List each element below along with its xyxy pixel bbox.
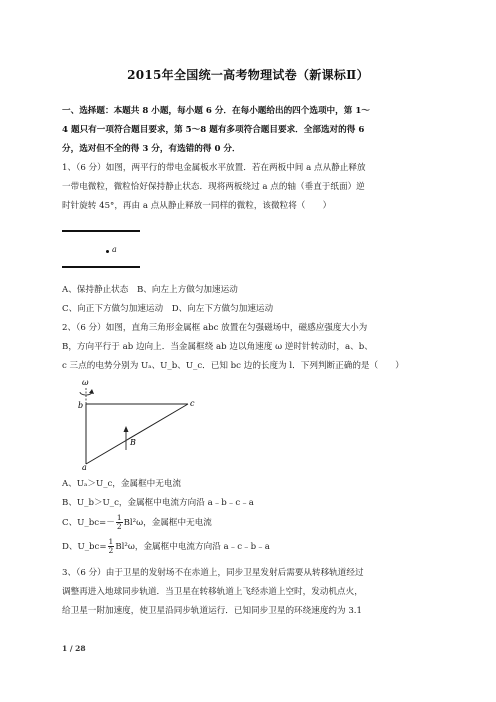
exam-title: 2015年全国统一高考物理试卷（新课标Ⅱ）	[127, 68, 369, 82]
q2-option-c-frac-den: 2	[116, 522, 122, 531]
section-instruction-line-3: 分，选对但不全的得 3 分，有选错的得 0 分．	[62, 144, 241, 154]
q3-stem-line-1: 3、（6 分）由于卫星的发射场不在赤道上，同步卫星发射后需要从转移轨道经过	[62, 568, 364, 578]
q3-stem-line-2: 调整再进入地球同步轨道．当卫星在转移轨道上飞经赤道上空时，发动机点火，	[62, 587, 363, 597]
q1-stem-line-2: 一带电微粒，微粒恰好保持静止状态．现将两板绕过 a 点的轴（垂直于纸面）逆	[62, 182, 365, 192]
page-number: 1 / 28	[62, 644, 86, 653]
q2-stem-line-3: c 三点的电势分别为 Uₐ、U_b、U_c．已知 bc 边的长度为 l．下列判断正确的是（ ）	[62, 361, 404, 371]
q2-option-d-prefix: D、U_bc=	[62, 542, 107, 552]
q2-edge-ac	[86, 404, 188, 464]
q2-option-c-prefix: C、U_bc=－	[62, 518, 115, 528]
q2-stem-line-2: B，方向平行于 ab 边向上．当金属框绕 ab 边以角速度 ω 逆时针转动时，a、b、	[62, 342, 373, 352]
q2-option-c	[62, 514, 212, 531]
q3-stem-line-3: 给卫星一附加速度，使卫星沿同步轨道运行．已知同步卫星的环绕速度约为 3.1	[62, 606, 362, 616]
q1-options-cd: C、向正下方做匀加速运动 D、向左下方做匀加速运动	[62, 304, 274, 314]
q1-point-a-label: a	[112, 245, 117, 254]
q1-options-ab: A、保持静止状态 B、向左上方做匀加速运动	[62, 285, 238, 295]
q2-option-a: A、Uₐ＞U_c，金属框中无电流	[62, 479, 182, 489]
q2-vertex-b-label: b	[78, 401, 84, 410]
section-instruction-line-2: 4 题只有一项符合题目要求，第 5～8 题有多项符合题目要求．全部选对的得 6	[62, 125, 365, 135]
q2-triangle-figure	[78, 376, 198, 470]
q1-bottom-plate	[62, 266, 140, 268]
section-instruction-line-1: 一、选择题：本题共 8 小题，每小题 6 分．在每小题给出的四个选项中，第 1～	[62, 106, 370, 116]
q2-option-d-suffix: Bl²ω，金属框中电流方向沿 a﹣c﹣b﹣a	[115, 542, 270, 552]
q2-option-d-frac-den: 2	[108, 546, 114, 555]
q2-omega-label: ω	[82, 378, 89, 387]
q2-option-d	[62, 538, 270, 555]
q1-top-plate	[62, 230, 140, 232]
q1-stem-line-3: 时针旋转 45°，再由 a 点从静止释放一同样的微粒，该微粒将（ ）	[62, 201, 332, 211]
q2-option-b: B、U_b＞U_c，金属框中电流方向沿 a﹣b﹣c﹣a	[62, 498, 254, 508]
q1-point-a	[106, 250, 109, 253]
q2-option-c-suffix: Bl²ω，金属框中无电流	[123, 518, 212, 528]
q1-stem-line-1: 1、（6 分）如图，两平行的带电金属板水平放置．若在两板中间 a 点从静止释放	[62, 163, 366, 173]
q2-stem-line-1: 2、（6 分）如图，直角三角形金属框 abc 放置在匀强磁场中，磁感应强度大小为	[62, 323, 368, 333]
q2-rotation-arrowhead-icon	[89, 389, 94, 394]
q2-field-arrowhead-icon	[124, 426, 129, 432]
q2-option-d-fraction	[108, 538, 115, 555]
q2-field-label: B	[130, 438, 136, 447]
q2-vertex-a-label: a	[82, 463, 87, 470]
q2-option-c-fraction	[116, 514, 123, 531]
q2-vertex-c-label: c	[190, 399, 195, 408]
q2-option-c-frac-num: 1	[116, 513, 122, 522]
q2-option-d-frac-num: 1	[108, 537, 114, 546]
